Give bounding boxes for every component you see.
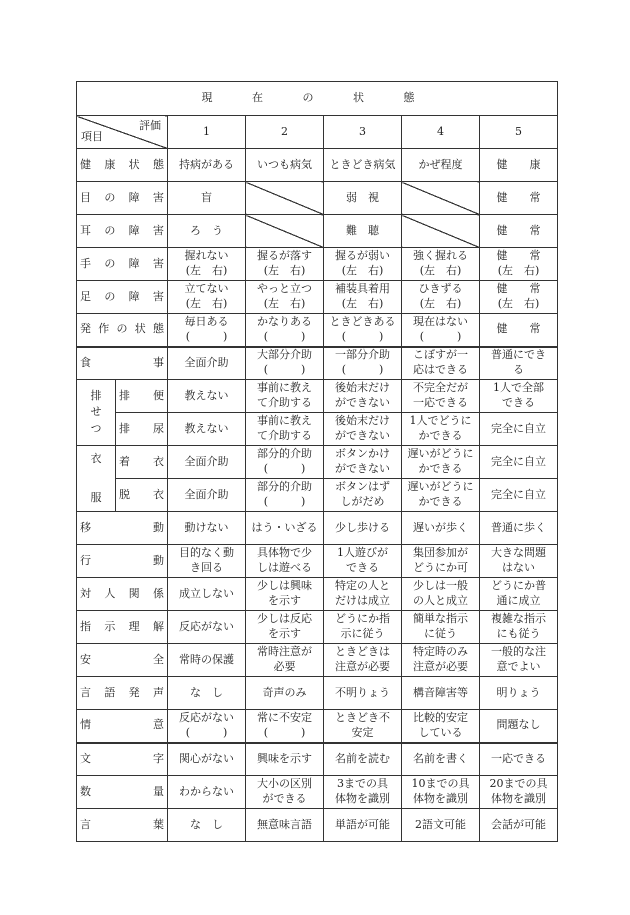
level-3-cell xyxy=(324,611,402,644)
cell-line: 後始末だけ xyxy=(335,381,390,395)
cell-line: ができる xyxy=(262,792,307,805)
cell-line: 体物を識別 xyxy=(335,792,390,805)
level-4-cell xyxy=(402,710,480,743)
level-2-cell: 無意味言語 xyxy=(246,809,324,842)
level-2-cell xyxy=(246,611,324,644)
row-label: 健康状態 xyxy=(77,149,168,182)
blank-diagonal-cell xyxy=(402,215,480,248)
level-5-cell: 健 常 xyxy=(480,215,558,248)
row-label: 数 量 xyxy=(77,776,168,809)
table-row xyxy=(77,347,558,380)
cell-line: 安定 xyxy=(351,725,374,739)
level-4-cell xyxy=(402,281,480,314)
level-3-cell xyxy=(324,479,402,512)
level-3-cell xyxy=(324,644,402,677)
table-row xyxy=(77,116,558,149)
level-header-3: 3 xyxy=(324,116,402,149)
row-label: 手の障害 xyxy=(77,248,168,281)
row-label-idou: 移 動 xyxy=(77,512,168,545)
cell-line: ( ) xyxy=(263,462,306,475)
level-5-cell xyxy=(480,347,558,380)
group-char: 衣 xyxy=(90,452,102,465)
cell-line: て介助する xyxy=(257,396,312,409)
level-3-cell: 少し歩ける xyxy=(324,512,402,545)
group-char: つ xyxy=(90,421,102,435)
cell-line: 不完全だが xyxy=(413,381,468,395)
level-4-cell xyxy=(402,479,480,512)
row-label-chaku: 着 衣 xyxy=(116,446,168,479)
level-2-cell: はう・いざる xyxy=(246,512,324,545)
table-row xyxy=(77,82,558,116)
cell-line: 大きな問題 xyxy=(491,546,546,560)
row-label-shokuji: 食 事 xyxy=(77,347,168,380)
level-1-cell: 常時の保護 xyxy=(168,644,246,677)
table-row xyxy=(77,677,558,710)
level-1-cell: 全面介助 xyxy=(168,479,246,512)
level-1-cell: 動けない xyxy=(168,512,246,545)
cell-line: 1人遊びが xyxy=(337,546,388,560)
row-label: 言 葉 xyxy=(77,809,168,842)
level-2-cell xyxy=(246,776,324,809)
level-5-cell: 完全に自立 xyxy=(480,446,558,479)
level-5-cell: 会話が可能 xyxy=(480,809,558,842)
level-5-cell: 一応できる xyxy=(480,743,558,776)
table-row xyxy=(77,776,558,809)
cell-line: 具体物で少 xyxy=(257,546,312,560)
level-3-cell xyxy=(324,347,402,380)
level-2-cell xyxy=(246,710,324,743)
cell-line: ( ) xyxy=(263,363,306,377)
cell-line: ときどき不 xyxy=(335,710,390,724)
level-4-cell xyxy=(402,644,480,677)
row-label-jouchou: 情 意 xyxy=(77,710,168,743)
level-2-cell xyxy=(246,314,324,347)
row-label: 目の障害 xyxy=(77,182,168,215)
cell-line: どうにか指 xyxy=(335,612,390,626)
cell-line: ひきずる xyxy=(418,282,463,296)
level-5-cell: 明りょう xyxy=(480,677,558,710)
level-1-cell: 持病がある xyxy=(168,149,246,182)
row-label-datsu: 脱 衣 xyxy=(116,479,168,512)
cell-line: はない xyxy=(502,561,535,574)
cell-line: き回る xyxy=(190,561,223,574)
cell-line: 毎日ある xyxy=(184,314,229,328)
level-1-cell: 教えない xyxy=(168,380,246,413)
cell-line: ( ) xyxy=(341,363,384,377)
level-3-cell xyxy=(324,776,402,809)
cell-line: しがだめ xyxy=(340,495,385,508)
cell-line: (左 右) xyxy=(263,297,306,310)
level-2-cell xyxy=(246,380,324,413)
level-4-cell xyxy=(402,380,480,413)
level-3-cell xyxy=(324,413,402,446)
cell-line: 補装具着用 xyxy=(335,282,390,296)
status-table xyxy=(76,81,558,842)
level-4-cell: 2語文可能 xyxy=(402,809,480,842)
level-3-cell xyxy=(324,314,402,347)
cell-line: 体物を識別 xyxy=(413,792,468,805)
header-item-label: 項目 xyxy=(81,130,103,144)
group-char: せ xyxy=(90,405,102,419)
row-label-shiji: 指 示 理 解 xyxy=(77,611,168,644)
level-5-cell xyxy=(480,644,558,677)
level-5-cell xyxy=(480,248,558,281)
level-header-4: 4 xyxy=(402,116,480,149)
table-row xyxy=(77,578,558,611)
cell-line: 強く握れる xyxy=(413,249,468,263)
cell-line: 10までの具 xyxy=(411,777,470,791)
cell-line: (左 右) xyxy=(497,297,540,310)
level-4-cell xyxy=(402,776,480,809)
level-4-cell: 構音障害等 xyxy=(402,677,480,710)
cell-line: だけは成立 xyxy=(335,594,390,607)
level-1-cell: な し xyxy=(168,809,246,842)
table-row xyxy=(77,545,558,578)
cell-line: ができない xyxy=(335,396,390,409)
level-1-cell: 教えない xyxy=(168,413,246,446)
cell-line: こぼすが一 xyxy=(413,348,468,362)
level-1-cell xyxy=(168,281,246,314)
cell-line: 注意が必要 xyxy=(335,660,390,673)
row-label: 耳の障害 xyxy=(77,215,168,248)
group-label-ifuku xyxy=(77,446,116,512)
level-3-cell xyxy=(324,545,402,578)
level-3-cell: 名前を読む xyxy=(324,743,402,776)
cell-line: 事前に教え xyxy=(257,414,312,428)
level-5-cell: 健 常 xyxy=(480,314,558,347)
level-header-5: 5 xyxy=(480,116,558,149)
cell-line: 体物を識別 xyxy=(491,792,546,805)
level-2-cell xyxy=(246,248,324,281)
cell-line: 少しは反応 xyxy=(257,612,312,626)
cell-line: 一応できる xyxy=(413,396,468,409)
level-header-1: 1 xyxy=(168,116,246,149)
level-3-cell: ときどき病気 xyxy=(324,149,402,182)
level-1-cell: 全面介助 xyxy=(168,446,246,479)
cell-line: 必要 xyxy=(273,660,296,673)
cell-line: かできる xyxy=(418,462,463,475)
blank-diagonal-cell xyxy=(246,215,324,248)
level-5-cell: 健 常 xyxy=(480,182,558,215)
cell-line: 比較的安定 xyxy=(413,710,468,724)
row-label: 足の障害 xyxy=(77,281,168,314)
cell-line: る xyxy=(513,363,524,377)
cell-line: 目的なく動 xyxy=(179,546,234,560)
cell-line: 遅いがどうに xyxy=(407,480,474,494)
level-5-cell: 健 康 xyxy=(480,149,558,182)
group-label-haisetsu xyxy=(77,380,116,446)
cell-line: ボタンはず xyxy=(335,480,390,494)
cell-line: 反応がない xyxy=(179,710,234,724)
cell-line: 示に従う xyxy=(340,627,385,640)
cell-line: (左 右) xyxy=(341,297,384,310)
level-3-cell: 不明りょう xyxy=(324,677,402,710)
cell-line: 後始末だけ xyxy=(335,414,390,428)
cell-line: 簡単な指示 xyxy=(413,612,468,626)
level-1-cell: 関心がない xyxy=(168,743,246,776)
cell-line: しは遊べる xyxy=(257,561,312,574)
level-2-cell xyxy=(246,545,324,578)
level-5-cell xyxy=(480,611,558,644)
cell-line: やっと立つ xyxy=(257,282,312,296)
cell-line: 立てない xyxy=(184,282,229,296)
row-label-taijin: 対 人 関 係 xyxy=(77,578,168,611)
cell-line: を示す xyxy=(268,594,301,607)
cell-line: 健 常 xyxy=(496,249,541,263)
level-1-cell: 反応がない xyxy=(168,611,246,644)
table-row xyxy=(77,149,558,182)
level-4-cell: 遅いが歩く xyxy=(402,512,480,545)
level-4-cell xyxy=(402,248,480,281)
cell-line: 現在はない xyxy=(413,314,468,328)
level-3-cell: 難 聴 xyxy=(324,215,402,248)
table-row xyxy=(77,479,558,512)
level-2-cell xyxy=(246,578,324,611)
cell-line: 注意が必要 xyxy=(413,660,468,673)
header-eval-label: 評価 xyxy=(139,119,161,132)
cell-line: (左 右) xyxy=(263,264,306,277)
cell-line: に従う xyxy=(424,627,457,640)
table-row xyxy=(77,182,558,215)
cell-line: (左 右) xyxy=(185,297,228,310)
level-5-cell: 完全に自立 xyxy=(480,479,558,512)
level-4-cell: かぜ程度 xyxy=(402,149,480,182)
level-5-cell xyxy=(480,281,558,314)
blank-diagonal-cell xyxy=(402,182,480,215)
level-4-cell: 名前を書く xyxy=(402,743,480,776)
cell-line: の人と成立 xyxy=(413,594,468,607)
cell-line: 普通にでき xyxy=(491,348,546,362)
header-diagonal-cell xyxy=(77,116,168,149)
cell-line: (左 右) xyxy=(185,264,228,277)
cell-line: 一部分介助 xyxy=(335,348,390,362)
row-label: 文 字 xyxy=(77,743,168,776)
level-4-cell xyxy=(402,347,480,380)
cell-line: ときどきある xyxy=(329,314,396,328)
table-row xyxy=(77,611,558,644)
cell-line: 少しは興味 xyxy=(257,579,312,593)
cell-line: 部分的介助 xyxy=(257,447,312,461)
row-label-nyou: 排 尿 xyxy=(116,413,168,446)
cell-line: 20までの具 xyxy=(489,777,548,791)
level-2-cell xyxy=(246,446,324,479)
level-4-cell xyxy=(402,611,480,644)
level-2-cell xyxy=(246,479,324,512)
cell-line: 1人でどうに xyxy=(409,414,472,428)
cell-line: 握るが弱い xyxy=(335,249,390,263)
table-row xyxy=(77,512,558,545)
table-row xyxy=(77,248,558,281)
cell-line: 常時注意が xyxy=(257,645,312,659)
cell-line: どうにか普 xyxy=(491,579,546,593)
cell-line: 大小の区別 xyxy=(257,777,312,791)
level-3-cell xyxy=(324,710,402,743)
cell-line: 1人で全部 xyxy=(493,381,544,395)
level-2-cell: 興味を示す xyxy=(246,743,324,776)
cell-line: できる xyxy=(346,561,379,574)
cell-line: 健 常 xyxy=(496,282,541,296)
cell-line: (左 右) xyxy=(419,264,462,277)
cell-line: できる xyxy=(502,396,535,409)
level-1-cell: 盲 xyxy=(168,182,246,215)
table-row xyxy=(77,281,558,314)
level-2-cell: いつも病気 xyxy=(246,149,324,182)
level-1-cell: わからない xyxy=(168,776,246,809)
level-1-cell xyxy=(168,545,246,578)
cell-line: ( ) xyxy=(185,329,228,343)
cell-line: 応はできる xyxy=(413,363,468,377)
cell-line: ( ) xyxy=(263,725,306,739)
cell-line: ときどきは xyxy=(335,645,390,659)
level-4-cell xyxy=(402,446,480,479)
level-5-cell: 普通に歩く xyxy=(480,512,558,545)
level-5-cell xyxy=(480,776,558,809)
cell-line: 特定の人と xyxy=(335,579,390,593)
cell-line: している xyxy=(418,725,463,739)
cell-line: 常に不安定 xyxy=(257,710,312,724)
cell-line: (左 右) xyxy=(497,264,540,277)
cell-line: 握るが落す xyxy=(257,249,312,263)
level-header-2: 2 xyxy=(246,116,324,149)
cell-line: (左 右) xyxy=(419,297,462,310)
level-4-cell xyxy=(402,413,480,446)
table-row xyxy=(77,743,558,776)
row-label-gengo: 言 語 発 声 xyxy=(77,677,168,710)
cell-line: (左 右) xyxy=(341,264,384,277)
level-4-cell xyxy=(402,578,480,611)
cell-line: て介助する xyxy=(257,429,312,442)
cell-line: 握れない xyxy=(184,249,229,263)
cell-line: ( ) xyxy=(341,329,384,343)
level-2-cell xyxy=(246,413,324,446)
table-row xyxy=(77,446,558,479)
cell-line: 大部分介助 xyxy=(257,348,312,362)
table-row xyxy=(77,710,558,743)
level-3-cell: 単語が可能 xyxy=(324,809,402,842)
cell-line: 通に成立 xyxy=(496,594,541,607)
row-label-anzen: 安 全 xyxy=(77,644,168,677)
level-1-cell xyxy=(168,710,246,743)
table-row xyxy=(77,644,558,677)
level-5-cell xyxy=(480,545,558,578)
level-5-cell xyxy=(480,380,558,413)
level-3-cell: 弱 視 xyxy=(324,182,402,215)
level-3-cell xyxy=(324,446,402,479)
level-2-cell: 奇声のみ xyxy=(246,677,324,710)
cell-line: ( ) xyxy=(185,725,228,739)
level-5-cell xyxy=(480,578,558,611)
level-1-cell: 全面介助 xyxy=(168,347,246,380)
cell-line: を示す xyxy=(268,627,301,640)
cell-line: ができない xyxy=(335,462,390,475)
cell-line: にも従う xyxy=(496,627,541,640)
cell-line: 意でよい xyxy=(496,660,541,673)
table-row xyxy=(77,215,558,248)
level-2-cell xyxy=(246,347,324,380)
cell-line: かできる xyxy=(418,429,463,442)
cell-line: 3までの具 xyxy=(337,777,388,791)
cell-line: ボタンかけ xyxy=(335,447,390,461)
level-3-cell xyxy=(324,578,402,611)
table-row xyxy=(77,380,558,413)
level-2-cell xyxy=(246,281,324,314)
cell-line: かできる xyxy=(418,495,463,508)
cell-line: かなりある xyxy=(257,314,312,328)
table-row xyxy=(77,809,558,842)
cell-line: ( ) xyxy=(419,329,462,343)
cell-line: 集団参加が xyxy=(413,546,468,560)
cell-line: ( ) xyxy=(263,329,306,343)
cell-line: ( ) xyxy=(263,495,306,508)
table-title: 現 在 の 状 態 xyxy=(77,82,558,116)
level-3-cell xyxy=(324,380,402,413)
cell-line: どうにか可 xyxy=(413,561,468,574)
level-5-cell: 完全に自立 xyxy=(480,413,558,446)
level-1-cell: ろ う xyxy=(168,215,246,248)
cell-line: 部分的介助 xyxy=(257,480,312,494)
level-1-cell xyxy=(168,248,246,281)
level-4-cell xyxy=(402,545,480,578)
cell-line: 少しは一般 xyxy=(413,579,468,593)
blank-diagonal-cell xyxy=(246,182,324,215)
row-label: 発作の状態 xyxy=(77,314,168,347)
level-3-cell xyxy=(324,248,402,281)
table-row xyxy=(77,413,558,446)
level-5-cell: 問題なし xyxy=(480,710,558,743)
level-4-cell xyxy=(402,314,480,347)
level-2-cell xyxy=(246,644,324,677)
cell-line: 複雑な指示 xyxy=(491,612,546,626)
level-1-cell: な し xyxy=(168,677,246,710)
row-label-ben: 排 便 xyxy=(116,380,168,413)
group-char: 服 xyxy=(90,490,102,504)
cell-line: 一般的な注 xyxy=(491,645,546,659)
cell-line: 特定時のみ xyxy=(413,645,468,659)
cell-line: ができない xyxy=(335,429,390,442)
level-3-cell xyxy=(324,281,402,314)
level-1-cell xyxy=(168,314,246,347)
level-1-cell: 成立しない xyxy=(168,578,246,611)
cell-line: 事前に教え xyxy=(257,381,312,395)
cell-line: 遅いがどうに xyxy=(407,447,474,461)
table-row xyxy=(77,314,558,347)
row-label-koudou: 行 動 xyxy=(77,545,168,578)
group-char: 排 xyxy=(90,388,102,402)
